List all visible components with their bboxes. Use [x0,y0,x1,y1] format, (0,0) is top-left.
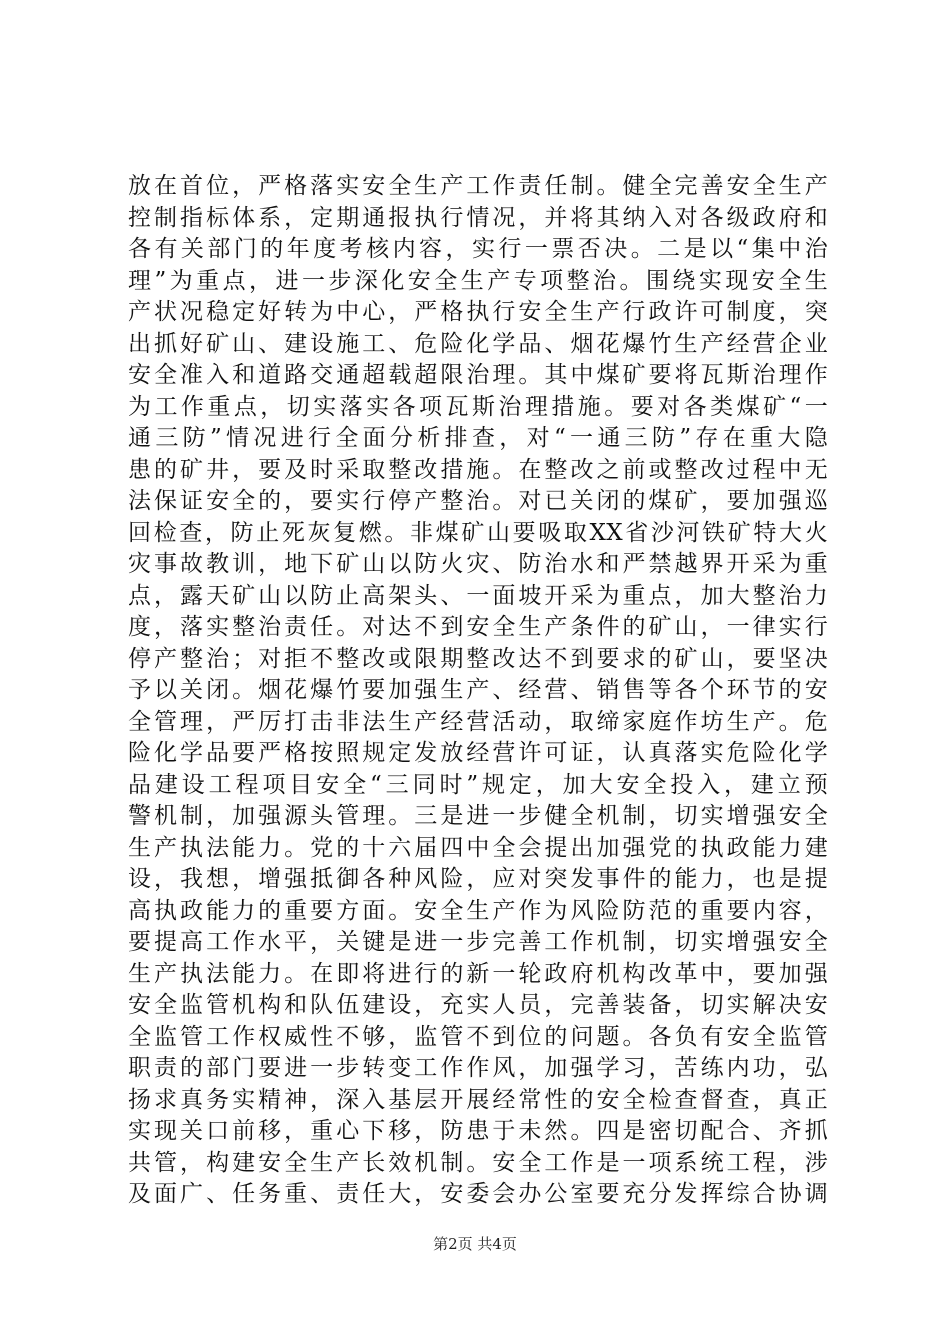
text-line: 产状况稳定好转为中心，严格执行安全生产行政许可制度，突 [128,299,828,325]
text-line: 停产整治；对拒不整改或限期整改达不到要求的矿山，要坚决 [128,645,828,672]
body-text [128,171,828,1211]
text-line: 控制指标体系，定期通报执行情况，并将其纳入对各级政府和 [128,204,828,231]
text-line: 安全监管机构和队伍建设，充实人员，完善装备，切实解决安 [128,992,828,1018]
text-line: 实现关口前移，重心下移，防患于未然。四是密切配合、齐抓 [128,1118,828,1144]
text-line: 职责的部门要进一步转变工作作风，加强学习，苦练内功，弘 [128,1055,828,1081]
text-line: 患的矿井，要及时采取整改措施。在整改之前或整改过程中无 [128,456,828,483]
text-line: 险化学品要严格按照规定发放经营许可证，认真落实危险化学 [128,740,828,766]
text-line: 出抓好矿山、建设施工、危险化学品、烟花爆竹生产经营企业 [128,330,828,357]
text-line: 生产执法能力。在即将进行的新一轮政府机构改革中，要加强 [128,960,828,987]
text-line: 放在首位，严格落实安全生产工作责任制。健全完善安全生产 [128,173,828,199]
text-line: 警机制，加强源头管理。三是进一步健全机制，切实增强安全 [128,803,828,829]
text-line: 设，我想，增强抵御各种风险，应对突发事件的能力，也是提 [128,866,828,892]
page-footer: 第2页 共4页 [433,1235,517,1253]
text-line: 各有关部门的年度考核内容，实行一票否决。二是以“集中治 [128,236,828,262]
text-line: 品建设工程项目安全“三同时”规定，加大安全投入，建立预 [128,771,828,798]
text-line: 法保证安全的，要实行停产整治。对已关闭的煤矿，要加强巡 [128,488,828,514]
text-line: 要提高工作水平，关键是进一步完善工作机制，切实增强安全 [128,929,828,955]
text-line: 及面广、任务重、责任大，安委会办公室要充分发挥综合协调 [128,1181,828,1207]
text-line: 高执政能力的重要方面。安全生产作为风险防范的重要内容， [128,897,828,924]
text-line: 生产执法能力。党的十六届四中全会提出加强党的执政能力建 [128,834,828,861]
text-line: 共管，构建安全生产长效机制。安全工作是一项系统工程，涉 [128,1149,828,1176]
text-line: 扬求真务实精神，深入基层开展经常性的安全检查督查，真正 [128,1086,828,1113]
text-line: 灾事故教训，地下矿山以防火灾、防治水和严禁越界开采为重 [128,551,828,577]
text-line: 通三防”情况进行全面分析排查，对“一通三防”存在重大隐 [128,425,828,451]
text-line: 回检查，防止死灰复燃。非煤矿山要吸取XX省沙河铁矿特大火 [128,519,828,546]
text-line: 为工作重点，切实落实各项瓦斯治理措施。要对各类煤矿“一 [128,393,828,420]
text-line: 安全准入和道路交通超载超限治理。其中煤矿要将瓦斯治理作 [128,362,828,388]
text-line: 予以关闭。烟花爆竹要加强生产、经营、销售等各个环节的安 [128,677,828,703]
text-line: 全管理，严厉打击非法生产经营活动，取缔家庭作坊生产。危 [128,708,828,735]
text-line: 度，落实整治责任。对达不到安全生产条件的矿山，一律实行 [128,614,828,640]
text-line: 理”为重点，进一步深化安全生产专项整治。围绕实现安全生 [128,267,828,294]
text-line: 点，露天矿山以防止高架头、一面坡开采为重点，加大整治力 [128,582,828,609]
text-line: 全监管工作权威性不够，监管不到位的问题。各负有安全监管 [128,1023,828,1050]
